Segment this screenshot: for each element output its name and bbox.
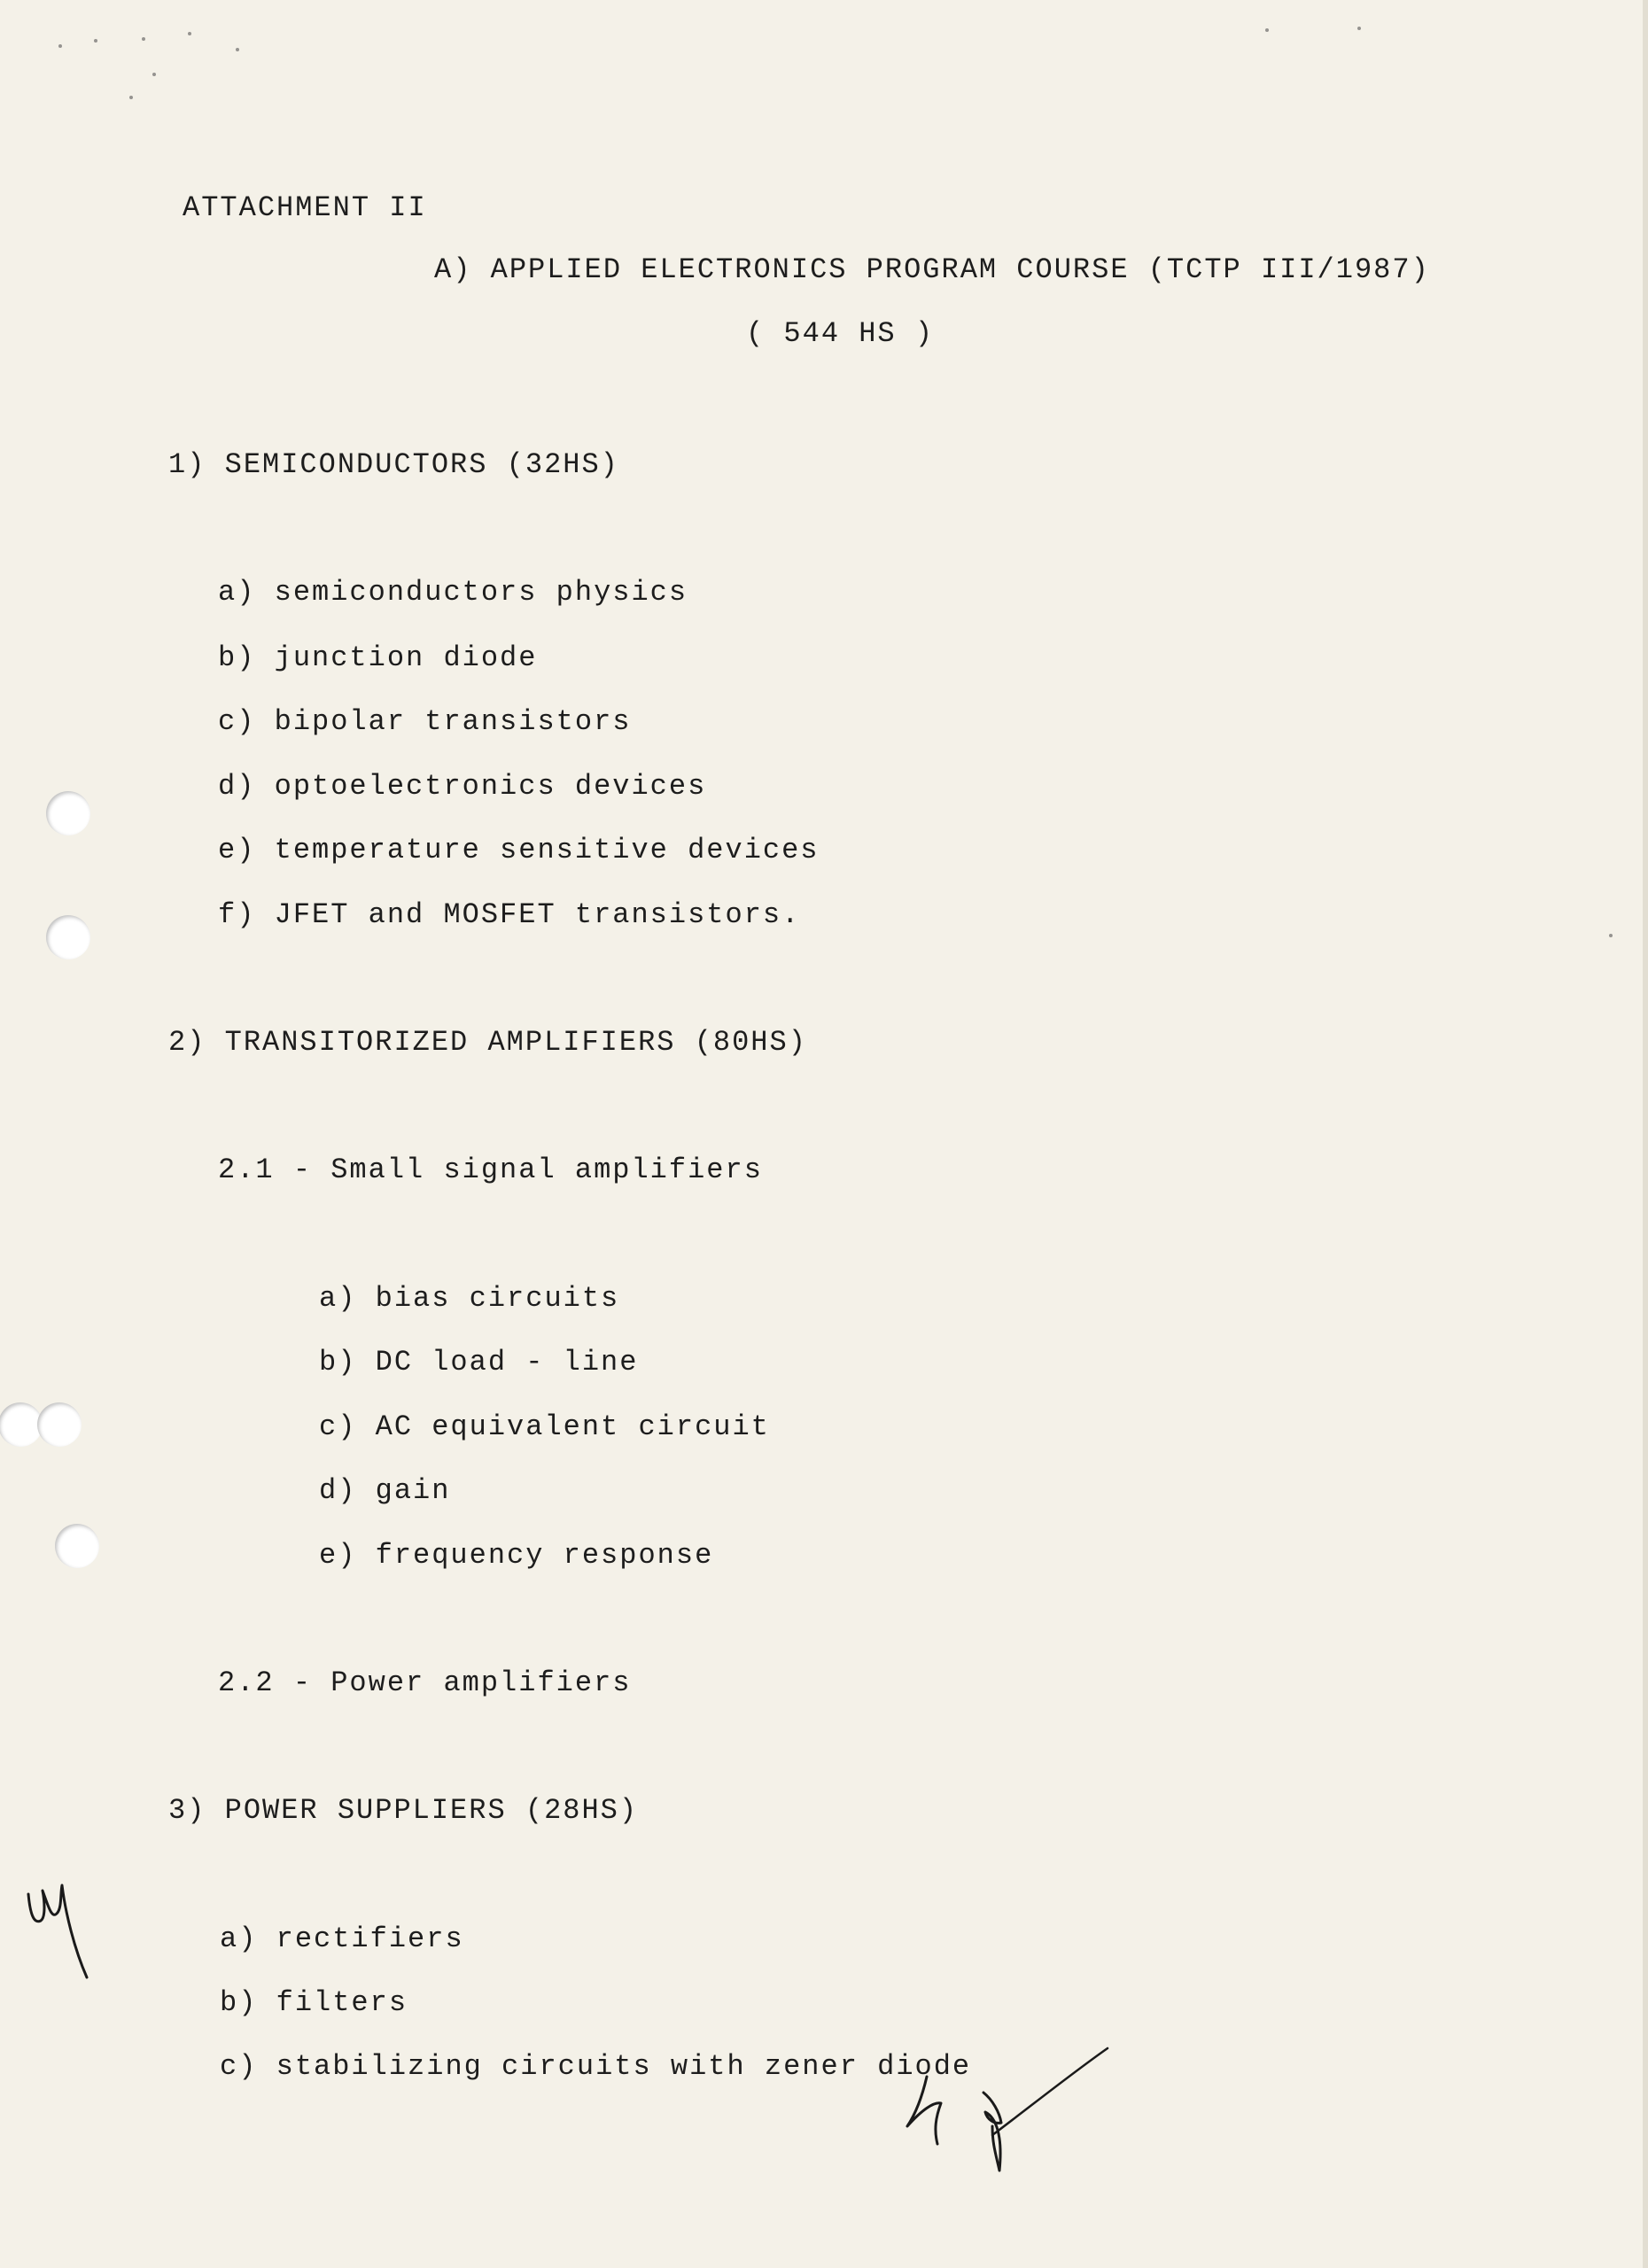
- paper-speck: [1357, 27, 1361, 30]
- total-hours: ( 544 HS ): [746, 317, 935, 350]
- punch-hole: [46, 915, 90, 959]
- list-item: b) junction diode: [218, 641, 538, 674]
- paper-edge: [1643, 0, 1648, 2268]
- list-item: a) bias circuits: [319, 1282, 620, 1315]
- list-item: e) temperature sensitive devices: [218, 834, 820, 866]
- document-title: A) APPLIED ELECTRONICS PROGRAM COURSE (TCTP III/1987): [434, 253, 1430, 286]
- paper-speck: [188, 32, 191, 35]
- list-item: e) frequency response: [319, 1539, 714, 1572]
- list-item: a) rectifiers: [220, 1922, 464, 1955]
- list-item: a) semiconductors physics: [218, 576, 688, 609]
- list-item: d) gain: [319, 1474, 451, 1507]
- list-item: c) bipolar transistors: [218, 705, 632, 738]
- handwritten-signature: [895, 2038, 1134, 2188]
- punch-hole: [55, 1524, 99, 1568]
- list-item: c) stabilizing circuits with zener diode: [220, 2050, 972, 2083]
- punch-hole: [46, 791, 90, 835]
- subsection-heading: 2.1 - Small signal amplifiers: [218, 1153, 763, 1186]
- punch-hole: [0, 1402, 43, 1447]
- margin-initials: [21, 1878, 101, 1984]
- section-heading: 3) POWER SUPPLIERS (28HS): [168, 1794, 639, 1827]
- list-item: f) JFET and MOSFET transistors.: [218, 898, 801, 931]
- section-heading: 2) TRANSITORIZED AMPLIFIERS (80HS): [168, 1026, 807, 1059]
- list-item: c) AC equivalent circuit: [319, 1410, 770, 1443]
- paper-speck: [1265, 28, 1269, 32]
- subsection-heading: 2.2 - Power amplifiers: [218, 1666, 632, 1699]
- paper-speck: [142, 37, 145, 41]
- paper-speck: [129, 96, 133, 99]
- paper-speck: [58, 44, 62, 48]
- list-item: b) filters: [220, 1986, 408, 2019]
- paper-speck: [152, 73, 156, 76]
- paper-speck: [94, 39, 97, 43]
- list-item: d) optoelectronics devices: [218, 770, 707, 803]
- attachment-label: ATTACHMENT II: [183, 191, 427, 224]
- paper-speck: [236, 48, 239, 51]
- list-item: b) DC load - line: [319, 1346, 639, 1379]
- paper-speck: [1609, 934, 1613, 937]
- section-heading: 1) SEMICONDUCTORS (32HS): [168, 448, 619, 481]
- punch-hole: [37, 1402, 82, 1447]
